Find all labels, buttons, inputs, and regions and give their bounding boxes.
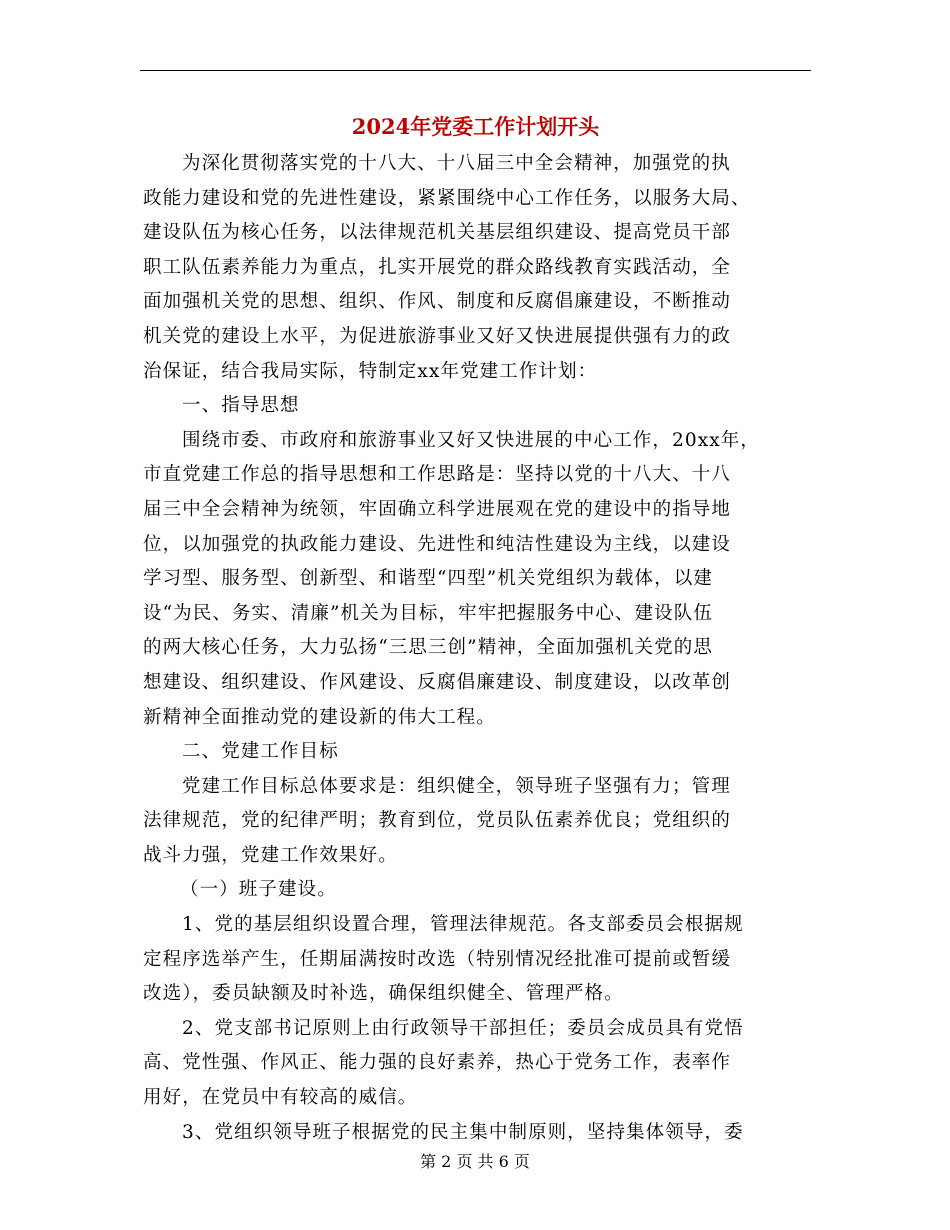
paragraph-line: 为深化贯彻落实党的十八大、十八届三中全会精神，加强党的执 — [182, 153, 731, 174]
paragraph-line: 法律规范，党的纪律严明；教育到位，党员队伍素养优良；党组织的 — [143, 810, 732, 832]
paragraph-line: 政能力建设和党的先进性建设，紧紧围绕中心工作任务，以服务大局、 — [143, 187, 751, 209]
document-body — [143, 147, 818, 1150]
paragraph-line: 届三中全会精神为统领，牢固确立科学进展观在党的建设中的指导地 — [143, 498, 732, 520]
paragraph-line: 职工队伍素养能力为重点，扎实开展党的群众路线教育实践活动，全 — [143, 256, 732, 278]
paragraph-line: 党建工作目标总体要求是：组织健全，领导班子坚强有力；管理 — [182, 775, 731, 797]
header-rule — [140, 70, 811, 71]
paragraph-line: 学习型、服务型、创新型、和谐型“四型”机关党组织为载体，以建 — [143, 568, 713, 590]
paragraph-line: 1、党的基层组织设置合理，管理法律规范。各支部委员会根据规 — [182, 914, 744, 936]
page-number-footer: 第 2 页 共 6 页 — [420, 1152, 530, 1171]
paragraph-line: 改选），委员缺额及时补选，确保组织健全、管理严格。 — [143, 983, 624, 1005]
section-heading: 二、党建工作目标 — [182, 741, 339, 763]
paragraph-line: 3、党组织领导班子根据党的民主集中制原则，坚持集体领导，委 — [182, 1121, 744, 1143]
paragraph-line: 位，以加强党的执政能力建设、先进性和纯洁性建设为主线，以建设 — [143, 533, 732, 555]
paragraph-line: 建设队伍为核心任务，以法律规范机关基层组织建设、提高党员干部 — [143, 222, 732, 244]
paragraph-line: 的两大核心任务，大力弘扬“三思三创”精神，全面加强机关党的思 — [143, 637, 713, 659]
paragraph-line: 围绕市委、市政府和旅游事业又好又快进展的中心工作，20xx年， — [182, 429, 761, 451]
subsection-heading: （一）班子建设。 — [180, 879, 337, 901]
paragraph-line: 治保证，结合我局实际，特制定xx年党建工作计划： — [143, 360, 598, 382]
section-heading: 一、指导思想 — [182, 395, 300, 417]
paragraph-line: 市直党建工作总的指导思想和工作思路是：坚持以党的十八大、十八 — [143, 464, 732, 486]
document-title: 2024年党委工作计划开头 — [351, 114, 600, 139]
paragraph-line: 面加强机关党的思想、组织、作风、制度和反腐倡廉建设，不断推动 — [143, 291, 732, 313]
paragraph-line: 用好，在党员中有较高的威信。 — [143, 1087, 418, 1109]
paragraph-line: 战斗力强，党建工作效果好。 — [143, 844, 398, 866]
paragraph-line: 定程序选举产生，任期届满按时改选（特别情况经批准可提前或暂缓 — [143, 948, 732, 970]
paragraph-line: 新精神全面推动党的建设新的伟大工程。 — [143, 706, 496, 728]
paragraph-line: 想建设、组织建设、作风建设、反腐倡廉建设、制度建设，以改革创 — [143, 671, 732, 693]
paragraph-line: 设“为民、务实、清廉”机关为目标，牢牢把握服务中心、建设队伍 — [143, 602, 713, 624]
paragraph-line: 高、党性强、作风正、能力强的良好素养，热心于党务工作，表率作 — [143, 1052, 732, 1074]
paragraph-line: 机关党的建设上水平，为促进旅游事业又好又快进展提供强有力的政 — [143, 325, 732, 347]
paragraph-line: 2、党支部书记原则上由行政领导干部担任；委员会成员具有党悟 — [182, 1017, 744, 1039]
